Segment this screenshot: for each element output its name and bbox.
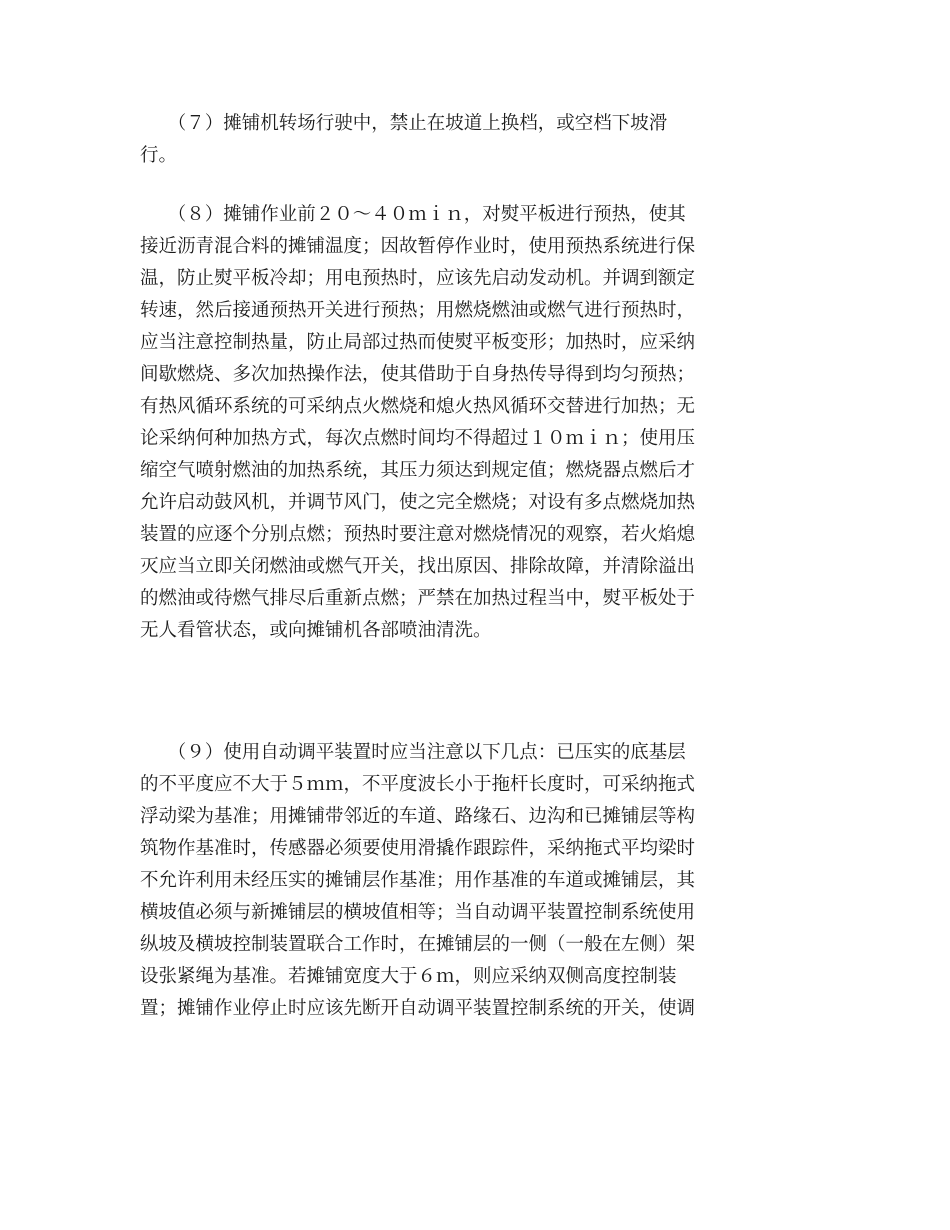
- text-line: 有热风循环系统的可采纳点火燃烧和熄火热风循环交替进行加热；无: [140, 396, 696, 417]
- text-line: 横坡值必须与新摊铺层的横坡值相等；当自动调平装置控制系统使用: [140, 902, 696, 923]
- text-line: （９）使用自动调平装置时应当注意以下几点：已压实的底基层: [140, 742, 686, 763]
- text-line: 置；摊铺作业停止时应该先断开自动调平装置控制系统的开关，使调: [140, 998, 696, 1019]
- text-line: 筑物作基准时，传感器必须要使用滑撬作跟踪件，采纳拖式平均梁时: [140, 838, 696, 859]
- text-line: 纵坡及横坡控制装置联合工作时，在摊铺层的一侧（一般在左侧）架: [140, 934, 696, 955]
- text-line: 允许启动鼓风机，并调节风门，使之完全燃烧；对设有多点燃烧加热: [140, 492, 696, 513]
- text-line: 灭应当立即关闭燃油或燃气开关，找出原因、排除故障，并清除溢出: [140, 556, 696, 577]
- text-line: 的不平度应不大于５ｍｍ，不平度波长小于拖杆长度时，可采纳拖式: [140, 774, 696, 795]
- text-line: 设张紧绳为基准。若摊铺宽度大于６ｍ，则应采纳双侧高度控制装: [140, 966, 677, 987]
- text-line: 论采纳何种加热方式，每次点燃时间均不得超过１０ｍｉｎ；使用压: [140, 428, 696, 449]
- text-line: 应当注意控制热量，防止局部过热而使熨平板变形；加热时，应采纳: [140, 332, 696, 353]
- text-line: 间歇燃烧、多次加热操作法，使其借助于自身热传导得到均匀预热；: [140, 364, 696, 385]
- text-line: 浮动梁为基准；用摊铺带邻近的车道、路缘石、边沟和已摊铺层等构: [140, 806, 696, 827]
- text-line: 的燃油或待燃气排尽后重新点燃；严禁在加热过程当中，熨平板处于: [140, 588, 696, 609]
- text-line: 转速，然后接通预热开关进行预热；用燃烧燃油或燃气进行预热时，: [140, 300, 696, 321]
- text-line: 无人看管状态，或向摊铺机各部喷油清洗。: [140, 620, 492, 641]
- paragraph-7: [140, 108, 810, 172]
- text-line: 缩空气喷射燃油的加热系统，其压力须达到规定值；燃烧器点燃后才: [140, 460, 696, 481]
- text-line: （８）摊铺作业前２０～４０ｍｉｎ，对熨平板进行预热，使其: [140, 204, 686, 225]
- text-line: 温，防止熨平板冷却；用电预热时，应该先启动发动机。并调到额定: [140, 268, 696, 289]
- text-line: 行。: [140, 145, 178, 166]
- text-line: 装置的应逐个分别点燃；预热时要注意对燃烧情况的观察，若火焰熄: [140, 524, 696, 545]
- text-line: （７）摊铺机转场行驶中，禁止在坡道上换档，或空档下坡滑: [140, 113, 668, 134]
- paragraph-8: [140, 199, 810, 647]
- text-line: 不允许利用未经压实的摊铺层作基准；用作基准的车道或摊铺层，其: [140, 870, 696, 891]
- paragraph-9: [140, 737, 810, 1025]
- text-line: 接近沥青混合料的摊铺温度；因故暂停作业时，使用预热系统进行保: [140, 236, 696, 257]
